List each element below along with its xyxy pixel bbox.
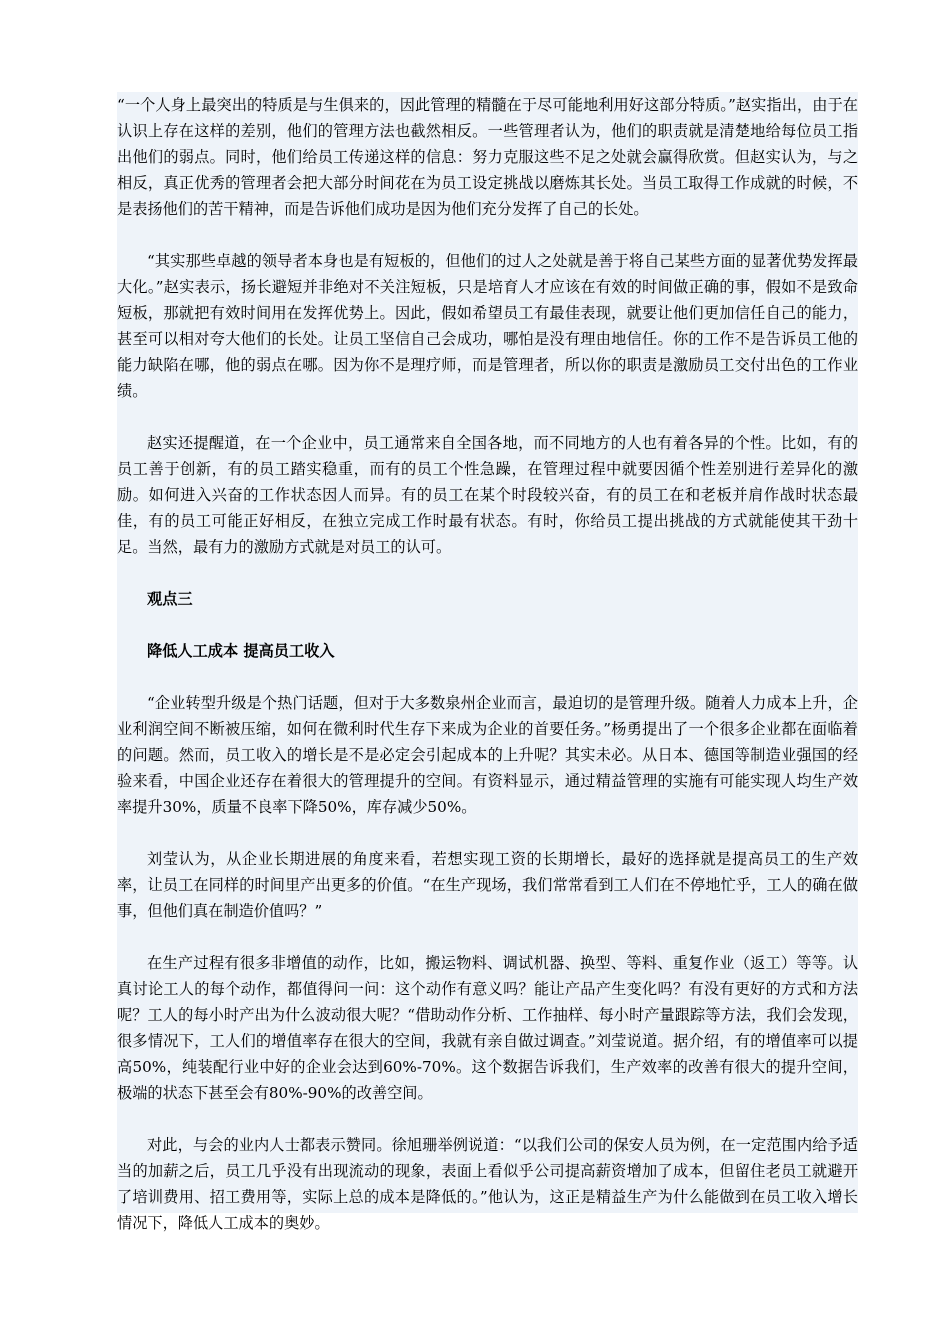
section-heading: 观点三 — [147, 590, 193, 608]
paragraph-spacer — [117, 404, 858, 430]
paragraph-7: 对此，与会的业内人士都表示赞同。徐旭珊举例说道：“以我们公司的保安人员为例，在一定范围内给予适当的加薪之后，员工几乎没有出现流动的现象，表面上看似乎公司提高薪资增加了成本，但留住老员工就避开了培训费用、招工费用等，实际上总的成本是降低的。”他认为，这正是精益生产为什么能做到在员工收入增长情况下，降低人工成本的奥妙。 — [117, 1136, 858, 1232]
paragraph-spacer — [117, 1106, 858, 1132]
paragraph-4: “企业转型升级是个热门话题，但对于大多数泉州企业而言，最迫切的是管理升级。随着人力成本上升，企业利润空间不断被压缩，如何在微利时代生存下来成为企业的首要任务。”杨勇提出了一个很多企业都在面临着的问题。然而，员工收入的增长是不是必定会引起成本的上升呢？其实未必。从日本、德国等制造业强国的经验来看，中国企业还存在着很大的管理提升的空间。有资料显示，通过精益管理的实施有可能实现人均生产效率提升30%，质量不良率下降50%，库存减少50%。 — [117, 694, 858, 816]
paragraph-5: 刘莹认为，从企业长期进展的角度来看，若想实现工资的长期增长，最好的选择就是提高员工的生产效率，让员工在同样的时间里产出更多的价值。“在生产现场，我们常常看到工人们在不停地忙乎，工人的确在做事，但他们真在制造价值吗？” — [117, 850, 858, 920]
paragraph-spacer — [117, 612, 858, 638]
paragraph-spacer — [117, 924, 858, 950]
section-subheading: 降低人工成本 提高员工收入 — [147, 642, 335, 660]
paragraph-6: 在生产过程有很多非增值的动作，比如，搬运物料、调试机器、换型、等料、重复作业（返工）等等。认真讨论工人的每个动作，都值得问一问：这个动作有意义吗？能让产品产生变化吗？有没有更好的方式和方法呢？工人的每小时产出为什么波动很大呢？“借助动作分析、工作抽样、每小时产量跟踪等方法，我们会发现，很多情况下，工人们的增值率存在很大的空间，我就有亲自做过调查。”刘莹说道。据介绍，有的增值率可以提高50%，纯装配行业中好的企业会达到60%-70%。这个数据告诉我们，生产效率的改善有很大的提升空间，极端的状态下甚至会有80%-90%的改善空间。 — [117, 954, 858, 1102]
paragraph-spacer — [117, 560, 858, 586]
paragraph-3: 赵实还提醒道，在一个企业中，员工通常来自全国各地，而不同地方的人也有着各异的个性。比如，有的员工善于创新，有的员工踏实稳重，而有的员工个性急躁，在管理过程中就要因循个性差别进行差异化的激励。如何进入兴奋的工作状态因人而异。有的员工在某个时段较兴奋，有的员工在和老板并肩作战时状态最佳，有的员工可能正好相反，在独立完成工作时最有状态。有时，你给员工提出挑战的方式就能使其干劲十足。当然，最有力的激励方式就是对员工的认可。 — [117, 434, 858, 556]
paragraph-2: “其实那些卓越的领导者本身也是有短板的，但他们的过人之处就是善于将自己某些方面的显著优势发挥最大化。”赵实表示，扬长避短并非绝对不关注短板，只是培育人才应该在有效的时间做正确的事，假如不是致命短板，那就把有效时间用在发挥优势上。因此，假如希望员工有最佳表现，就要让他们更加信任自己的能力，甚至可以相对夸大他们的长处。让员工坚信自己会成功，哪怕是没有理由地信任。你的工作不是告诉员工他的能力缺陷在哪，他的弱点在哪。因为你不是理疗师，而是管理者，所以你的职责是激励员工交付出色的工作业绩。 — [117, 252, 858, 400]
paragraph-1: “一个人身上最突出的特质是与生俱来的，因此管理的精髓在于尽可能地利用好这部分特质。”赵实指出，由于在认识上存在这样的差别，他们的管理方法也截然相反。一些管理者认为，他们的职责就是清楚地给每位员工指出他们的弱点。同时，他们给员工传递这样的信息：努力克服这些不足之处就会赢得欣赏。但赵实认为，与之相反，真正优秀的管理者会把大部分时间花在为员工设定挑战以磨炼其长处。当员工取得工作成就的时候，不是表扬他们的苦干精神，而是告诉他们成功是因为他们充分发挥了自己的长处。 — [117, 96, 858, 218]
paragraph-spacer — [117, 222, 858, 248]
document-body — [117, 92, 858, 1236]
paragraph-spacer — [117, 664, 858, 690]
paragraph-spacer — [117, 820, 858, 846]
